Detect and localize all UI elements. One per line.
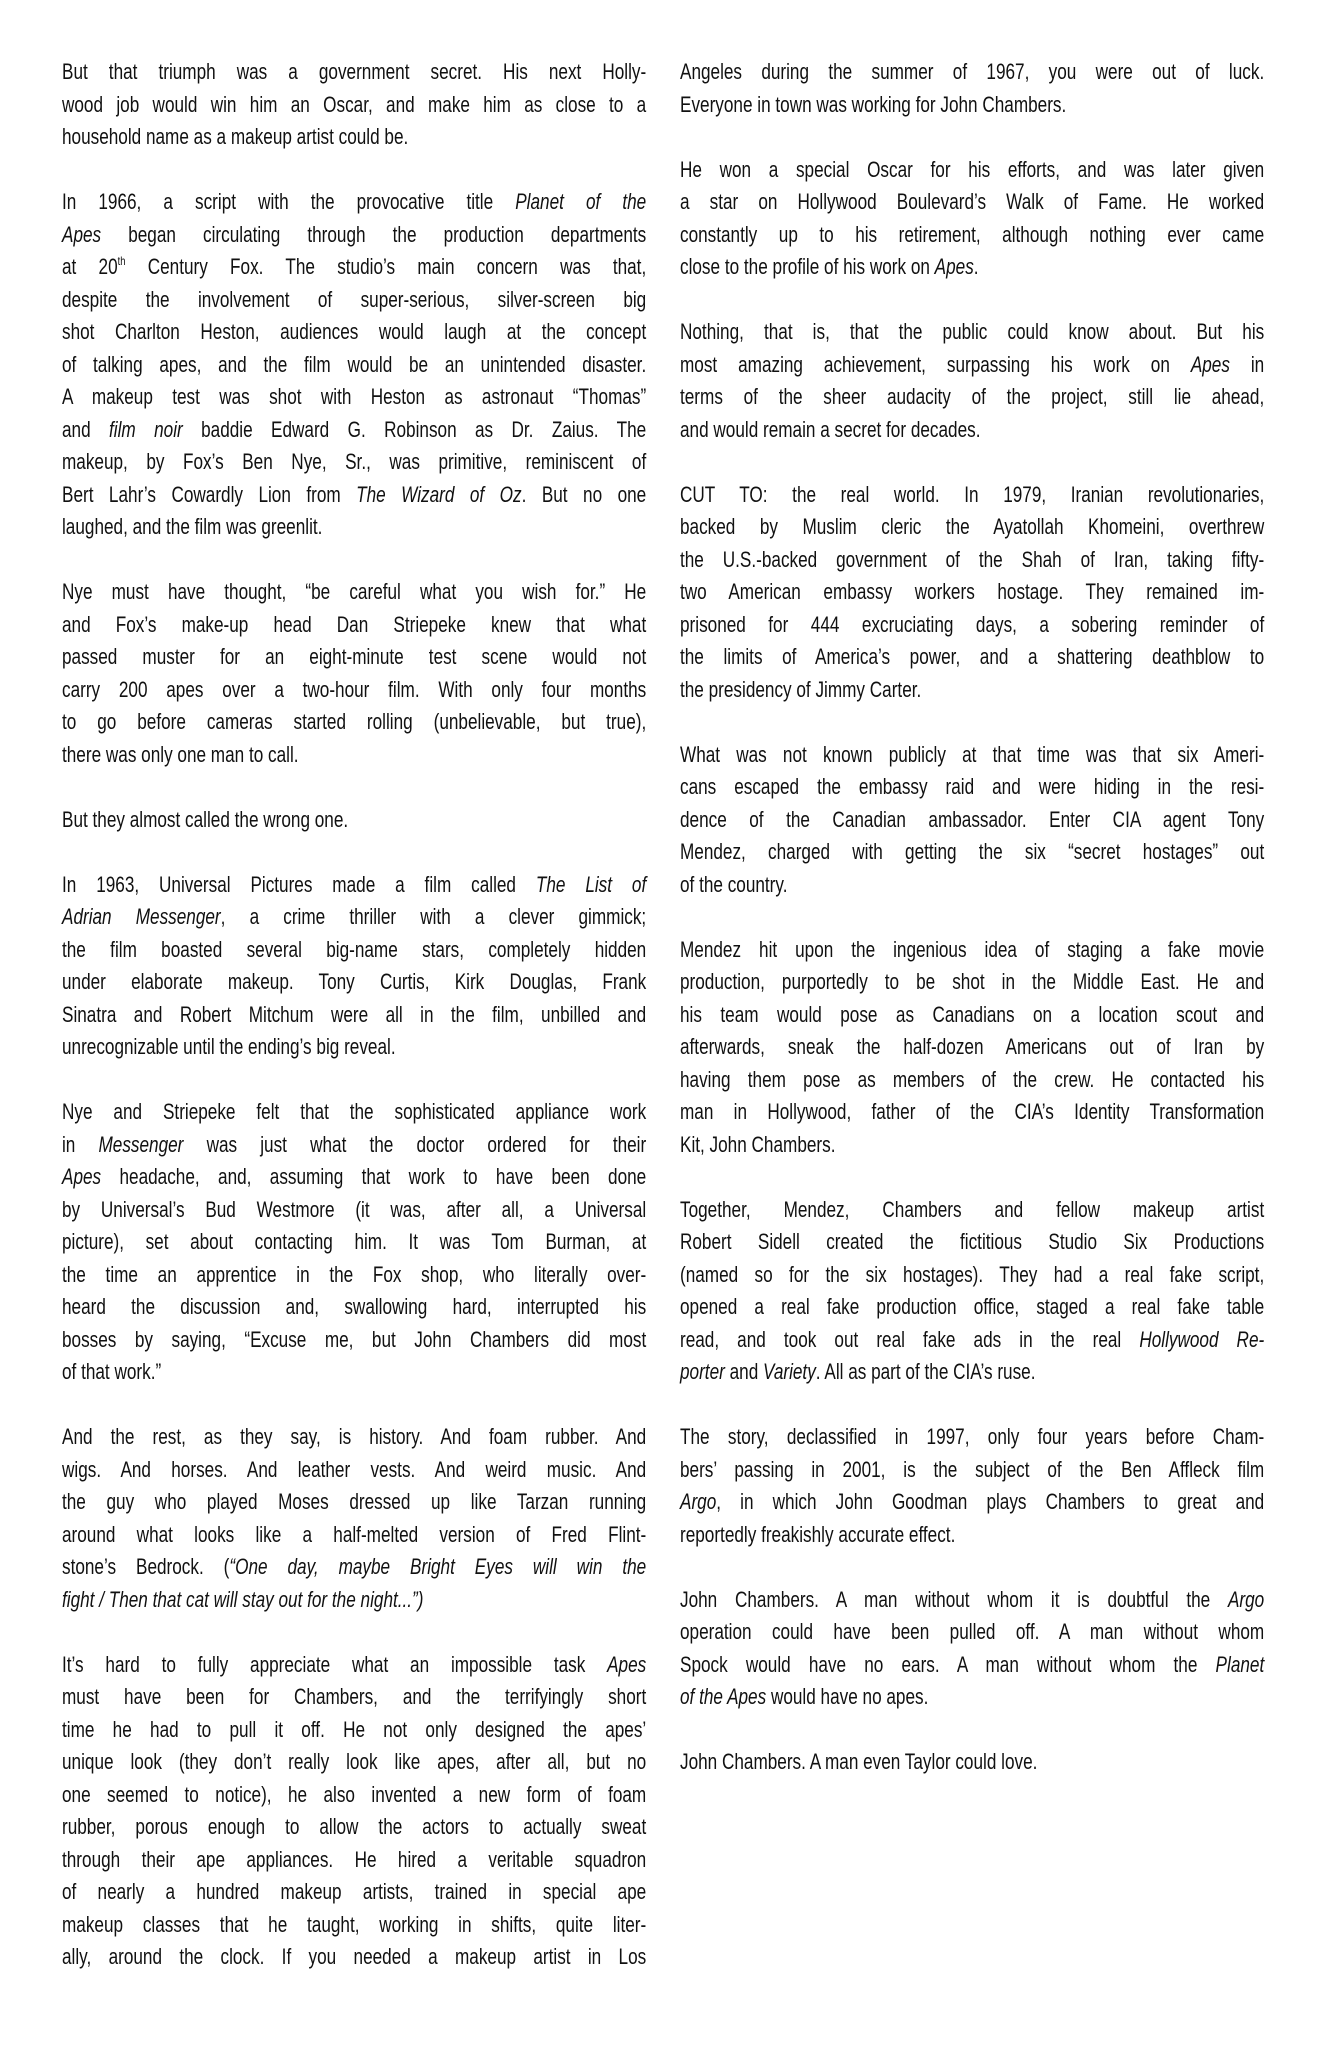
body-text: headache, and, assuming that work to have been done <box>101 1164 647 1189</box>
italic-title-text: Apes <box>934 254 974 279</box>
text-line <box>62 999 646 1032</box>
italic-title-text: Planet of the <box>515 189 647 214</box>
left-column-text <box>62 56 646 1974</box>
text-line <box>62 1194 646 1227</box>
body-text: Spock would have no ears. A man without whom the <box>680 1651 1216 1677</box>
text-line <box>62 576 646 609</box>
italic-title-text: fight / Then that cat will stay out for the night...”) <box>62 1586 424 1612</box>
body-text: unrecognizable until the ending’s big reveal. <box>62 1034 396 1059</box>
text-line <box>62 706 646 739</box>
text-line <box>62 1486 646 1519</box>
body-text: began circulating through the production departments <box>101 221 647 247</box>
body-text: afterwards, sneak the half-dozen Americans out of Iran by <box>680 1034 1265 1059</box>
text-line <box>680 641 1264 674</box>
italic-title-text: porter <box>680 1359 725 1384</box>
body-text: man in Hollywood, father of the CIA’s Identity Transformation <box>680 1099 1265 1124</box>
body-text: prisoned for 444 excruciating days, a sobering reminder of <box>680 611 1265 637</box>
italic-title-text: Apes <box>62 1164 102 1189</box>
italic-title-text: “One day, maybe Bright Eyes will win the <box>229 1554 647 1579</box>
body-text: Robert Sidell created the fictitious Studio Six Productions <box>680 1229 1265 1254</box>
text-line <box>680 1259 1264 1292</box>
body-text: makeup classes that he taught, working in shifts, quite liter- <box>62 1911 647 1937</box>
body-text: production, purportedly to be shot in the Middle East. He and <box>680 969 1265 994</box>
body-text: two American embassy workers hostage. They remained im- <box>680 579 1265 604</box>
body-text: was just what the doctor ordered for their <box>183 1131 647 1157</box>
body-text: constantly up to his retirement, although nothing ever came <box>680 221 1265 247</box>
body-text: ally, around the clock. If you needed a makeup artist in Los <box>62 1944 647 1969</box>
body-text: . All as part of the CIA’s ruse. <box>815 1359 1036 1384</box>
text-line <box>680 1421 1264 1454</box>
body-text: to go before cameras started rolling (unbelievable, but true), <box>62 709 647 734</box>
article-paragraph <box>62 1096 646 1389</box>
text-line <box>62 1714 646 1747</box>
article-paragraph <box>62 869 646 1064</box>
italic-title-text: Hollywood Re- <box>1139 1326 1265 1352</box>
body-text: John Chambers. A man even Taylor could love. <box>680 1749 1038 1774</box>
text-line <box>62 1454 646 1487</box>
text-line <box>680 544 1264 577</box>
body-text: in <box>62 1131 99 1157</box>
italic-title-text: The List of <box>535 871 647 897</box>
body-text: would have no apes. <box>766 1684 929 1709</box>
body-text: time he had to pull it off. He not only designed the apes’ <box>62 1716 647 1742</box>
text-line <box>680 1031 1264 1064</box>
text-line <box>62 186 646 219</box>
body-text: of talking apes, and the film would be an unintended disaster. <box>62 351 647 377</box>
body-text: carry 200 apes over a two-hour film. With only four months <box>62 676 647 702</box>
body-text: reportedly freakishly accurate effect. <box>680 1521 956 1547</box>
article-paragraph <box>680 1194 1264 1389</box>
body-text: Nye must have thought, “be careful what you wish for.” He <box>62 579 647 604</box>
text-line <box>62 674 646 707</box>
text-line <box>680 869 1264 902</box>
italic-title-text: Variety <box>763 1359 816 1384</box>
text-line <box>62 1909 646 1942</box>
body-text: The story, declassified in 1997, only four years before Cham- <box>680 1424 1265 1449</box>
text-line <box>680 836 1264 869</box>
body-text: Mendez hit upon the ingenious idea of staging a fake movie <box>680 936 1265 962</box>
body-text: He won a special Oscar for his efforts, and was later given <box>680 156 1265 182</box>
text-line <box>680 966 1264 999</box>
body-text: wood job would win him an Oscar, and make him as close to a <box>62 91 647 117</box>
left-column <box>62 56 646 2006</box>
text-line <box>680 1194 1264 1227</box>
text-line <box>62 316 646 349</box>
text-line <box>62 934 646 967</box>
body-text: the guy who played Moses dressed up like Tarzan running <box>62 1489 647 1514</box>
body-text: the U.S.-backed government of the Shah of Iran, taking fifty- <box>680 546 1265 572</box>
body-text: of that work.” <box>62 1359 162 1384</box>
text-line <box>62 89 646 122</box>
text-line <box>62 641 646 674</box>
text-line <box>680 186 1264 219</box>
body-text: the presidency of Jimmy Carter. <box>680 676 922 702</box>
italic-title-text: Adrian Messenger <box>62 904 221 929</box>
body-text: laughed, and the film was greenlit. <box>62 514 323 539</box>
body-text: the limits of America’s power, and a shattering deathblow to <box>680 644 1265 669</box>
body-text: the time an apprentice in the Fox shop, who literally over- <box>62 1261 647 1287</box>
text-line <box>62 1161 646 1194</box>
body-text: stone’s Bedrock. ( <box>62 1554 230 1579</box>
text-line <box>680 349 1264 382</box>
body-text: of the country. <box>680 871 788 897</box>
body-text: wigs. And horses. And leather vests. And weird music. And <box>62 1456 647 1482</box>
superscript-text: th <box>117 254 126 268</box>
body-text: bosses by saying, “Excuse me, but John Chambers did most <box>62 1326 647 1352</box>
body-text: and Fox’s make-up head Dan Striepeke knew that what <box>62 611 647 637</box>
article-paragraph <box>680 1746 1264 1779</box>
text-line <box>62 739 646 772</box>
text-line <box>62 804 646 837</box>
text-line <box>680 999 1264 1032</box>
body-text: operation could have been pulled off. A man without whom <box>680 1619 1265 1644</box>
text-line <box>680 1324 1264 1357</box>
body-text: CUT TO: the real world. In 1979, Iranian revolutionaries, <box>680 481 1265 507</box>
text-line <box>62 284 646 317</box>
body-text: Bert Lahr’s Cowardly Lion from <box>62 481 357 507</box>
text-line <box>62 121 646 154</box>
text-line <box>62 349 646 382</box>
italic-title-text: of the Apes <box>680 1684 767 1709</box>
italic-title-text: Argo <box>1227 1586 1265 1612</box>
text-line <box>680 89 1264 122</box>
text-line <box>62 381 646 414</box>
body-text: dence of the Canadian ambassador. Enter CIA agent Tony <box>680 806 1265 832</box>
text-line <box>680 154 1264 187</box>
text-line <box>680 1291 1264 1324</box>
body-text: a star on Hollywood Boulevard’s Walk of Fame. He worked <box>680 189 1265 214</box>
text-line <box>680 1746 1264 1779</box>
text-line <box>680 576 1264 609</box>
body-text: Nye and Striepeke felt that the sophisticated appliance work <box>62 1099 647 1124</box>
text-line <box>62 1031 646 1064</box>
italic-title-text: Apes <box>607 1651 647 1677</box>
body-text: But that triumph was a government secret. His next Holly- <box>62 59 647 84</box>
body-text: . But no one <box>521 481 647 507</box>
text-line <box>680 609 1264 642</box>
text-line <box>680 479 1264 512</box>
text-line <box>680 1064 1264 1097</box>
body-text: around what looks like a half-melted version of Fred Flint- <box>62 1521 647 1547</box>
italic-title-text: The Wizard of Oz <box>356 481 522 507</box>
article-paragraph <box>680 154 1264 284</box>
text-line <box>680 56 1264 89</box>
text-line <box>62 1421 646 1454</box>
text-line <box>62 1129 646 1162</box>
body-text: one seemed to notice), he also invented a new form of foam <box>62 1781 647 1807</box>
article-paragraph <box>62 1421 646 1616</box>
body-text: most amazing achievement, surpassing his work on <box>680 351 1191 377</box>
body-text: in <box>1229 351 1265 377</box>
text-line <box>62 1356 646 1389</box>
text-line <box>62 1291 646 1324</box>
text-line <box>62 966 646 999</box>
text-line <box>680 1616 1264 1649</box>
body-text: must have been for Chambers, and the terrifyingly short <box>62 1684 647 1709</box>
article-paragraph <box>680 1584 1264 1714</box>
body-text: backed by Muslim cleric the Ayatollah Khomeini, overthrew <box>680 514 1265 539</box>
text-line <box>680 1226 1264 1259</box>
body-text: Everyone in town was working for John Chambers. <box>680 91 1067 117</box>
body-text: John Chambers. A man without whom it is doubtful the <box>680 1586 1228 1612</box>
body-text: baddie Edward G. Robinson as Dr. Zaius. The <box>182 416 647 442</box>
body-text: And the rest, as they say, is history. And foam rubber. And <box>62 1424 647 1449</box>
text-line <box>680 1584 1264 1617</box>
text-line <box>680 1454 1264 1487</box>
body-text: of nearly a hundred makeup artists, trained in special ape <box>62 1879 647 1904</box>
body-text: Together, Mendez, Chambers and fellow makeup artist <box>680 1196 1265 1222</box>
body-text: heard the discussion and, swallowing hard, interrupted his <box>62 1294 647 1319</box>
body-text: A makeup test was shot with Heston as astronaut “Thomas” <box>62 384 647 409</box>
text-line <box>680 1649 1264 1682</box>
italic-title-text: Planet <box>1215 1651 1265 1677</box>
body-text: his team would pose as Canadians on a location scout and <box>680 1001 1265 1027</box>
text-line <box>680 804 1264 837</box>
body-text: opened a real fake production office, staged a real fake table <box>680 1294 1265 1319</box>
italic-title-text: Apes <box>62 221 102 247</box>
body-text: But they almost called the wrong one. <box>62 806 349 832</box>
article-paragraph <box>680 316 1264 446</box>
text-line <box>680 1356 1264 1389</box>
body-text: (named so for the six hostages). They had a real fake script, <box>680 1261 1265 1287</box>
text-line <box>62 1844 646 1877</box>
text-line <box>680 1096 1264 1129</box>
body-text: rubber, porous enough to allow the actors to actually sweat <box>62 1814 647 1839</box>
body-text: despite the involvement of super-serious, silver-screen big <box>62 286 647 312</box>
text-line <box>62 479 646 512</box>
text-line <box>680 1681 1264 1714</box>
body-text: and <box>724 1359 764 1384</box>
body-text: the film boasted several big-name stars, completely hidden <box>62 936 647 962</box>
text-line <box>62 251 646 284</box>
article-paragraph <box>680 739 1264 902</box>
body-text: , a crime thriller with a clever gimmick; <box>220 904 647 929</box>
text-line <box>62 56 646 89</box>
right-column <box>680 56 1264 1811</box>
body-text: picture), set about contacting him. It was Tom Burman, at <box>62 1229 647 1254</box>
text-line <box>62 446 646 479</box>
body-text: Angeles during the summer of 1967, you were out of luck. <box>680 59 1265 84</box>
text-line <box>680 316 1264 349</box>
article-paragraph <box>680 1421 1264 1551</box>
body-text: terms of the sheer audacity of the project, still lie ahead, <box>680 384 1265 409</box>
body-text: In 1966, a script with the provocative title <box>62 189 516 214</box>
body-text: having them pose as members of the crew. He contacted his <box>680 1066 1265 1092</box>
text-line <box>62 1941 646 1974</box>
text-line <box>62 1876 646 1909</box>
body-text: passed muster for an eight-minute test scene would not <box>62 644 647 669</box>
body-text: close to the profile of his work on <box>680 254 935 279</box>
article-paragraph <box>62 186 646 544</box>
body-text: . <box>973 254 979 279</box>
body-text: Sinatra and Robert Mitchum were all in the film, unbilled and <box>62 1001 647 1027</box>
body-text: at 20 <box>62 254 118 279</box>
body-text: there was only one man to call. <box>62 741 299 767</box>
text-line <box>680 219 1264 252</box>
body-text: under elaborate makeup. Tony Curtis, Kirk Douglas, Frank <box>62 969 647 994</box>
article-paragraph <box>680 934 1264 1162</box>
body-text: unique look (they don’t really look like apes, after all, but no <box>62 1749 647 1774</box>
body-text: It’s hard to fully appreciate what an impossible task <box>62 1651 608 1677</box>
body-text: In 1963, Universal Pictures made a film called <box>62 871 536 897</box>
text-line <box>62 609 646 642</box>
body-text: household name as a makeup artist could be. <box>62 124 409 149</box>
text-line <box>680 251 1264 284</box>
text-line <box>680 739 1264 772</box>
text-line <box>680 934 1264 967</box>
text-line <box>62 1096 646 1129</box>
text-line <box>680 771 1264 804</box>
article-paragraph <box>62 804 646 837</box>
text-line <box>62 1324 646 1357</box>
text-line <box>62 511 646 544</box>
text-line <box>62 1259 646 1292</box>
text-line <box>62 1746 646 1779</box>
body-text: Century Fox. The studio’s main concern was that, <box>125 254 647 279</box>
text-line <box>680 1129 1264 1162</box>
text-line <box>680 674 1264 707</box>
text-line <box>62 414 646 447</box>
body-text: cans escaped the embassy raid and were hiding in the resi- <box>680 774 1265 799</box>
text-line <box>62 219 646 252</box>
text-line <box>62 1649 646 1682</box>
text-line <box>62 1681 646 1714</box>
italic-title-text: film noir <box>109 416 183 442</box>
body-text: by Universal’s Bud Westmore (it was, after all, a Universal <box>62 1196 647 1222</box>
body-text: bers’ passing in 2001, is the subject of the Ben Affleck film <box>680 1456 1265 1482</box>
text-line <box>62 1226 646 1259</box>
body-text: , in which John Goodman plays Chambers to great and <box>716 1489 1265 1514</box>
italic-title-text: Argo <box>680 1489 717 1514</box>
body-text: Kit, John Chambers. <box>680 1131 836 1157</box>
text-line <box>62 901 646 934</box>
article-paragraph <box>680 56 1264 121</box>
text-line <box>62 1584 646 1617</box>
body-text: through their ape appliances. He hired a veritable squadron <box>62 1846 647 1872</box>
text-line <box>62 1551 646 1584</box>
text-line <box>680 1519 1264 1552</box>
body-text: and would remain a secret for decades. <box>680 416 981 442</box>
body-text: Mendez, charged with getting the six “secret hostages” out <box>680 839 1265 864</box>
body-text: Nothing, that is, that the public could know about. But his <box>680 319 1265 344</box>
body-text: and <box>62 416 110 442</box>
article-paragraph <box>680 479 1264 707</box>
italic-title-text: Apes <box>1190 351 1230 377</box>
right-column-text <box>680 56 1264 1779</box>
text-line <box>680 511 1264 544</box>
text-line <box>680 381 1264 414</box>
body-text: shot Charlton Heston, audiences would laugh at the concept <box>62 319 647 344</box>
text-line <box>62 1811 646 1844</box>
body-text: read, and took out real fake ads in the real <box>680 1326 1140 1352</box>
body-text: makeup, by Fox’s Ben Nye, Sr., was primitive, reminiscent of <box>62 449 647 474</box>
text-line <box>680 414 1264 447</box>
article-paragraph <box>62 576 646 771</box>
italic-title-text: Messenger <box>98 1131 184 1157</box>
article-paragraph <box>62 1649 646 1974</box>
text-line <box>62 1519 646 1552</box>
text-line <box>62 1779 646 1812</box>
text-line <box>62 869 646 902</box>
text-line <box>680 1486 1264 1519</box>
body-text: What was not known publicly at that time was that six Ameri- <box>680 741 1265 767</box>
article-paragraph <box>62 56 646 154</box>
